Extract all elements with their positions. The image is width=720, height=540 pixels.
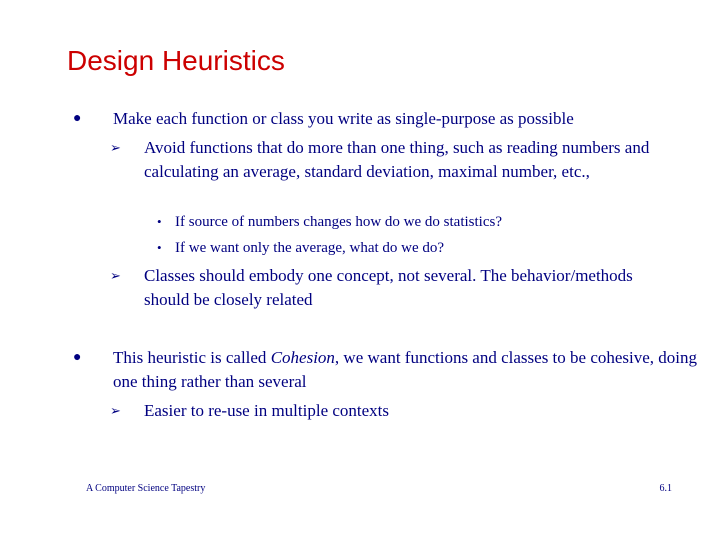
bullet-text-after: , we want functions and classes to be cohesive, doing one thing rather than several [113,348,698,391]
arrow-bullet-icon: ➢ [110,403,121,418]
bullet-item [73,346,698,394]
bullet-text: Easier to re-use in multiple contexts [144,401,390,420]
dot-bullet-icon: • [157,214,162,229]
bullet-text: Make each function or class you write as single-purpose as possible [113,109,574,128]
round-bullet-icon: ● [73,111,82,126]
cohesion-term: Cohesion [270,348,335,367]
footer-left: A Computer Science Tapestry [86,483,206,494]
bullet-text: Classes should embody one concept, not several. The behavior/methods should be closely related [144,266,633,309]
sub-sub-bullet-item [157,212,675,232]
page-number: 6.1 [659,483,672,494]
arrow-bullet-icon: ➢ [110,140,121,155]
sub-sub-bullet-item [157,238,675,258]
dot-bullet-icon: • [157,240,162,255]
bullet-text: If we want only the average, what do we do? [175,240,445,256]
round-bullet-icon: ● [73,350,82,365]
slide-title: Design Heuristics [67,45,285,76]
bullet-text: Avoid functions that do more than one thing, such as reading numbers and calculating an average, standard deviation, maximal number, etc., [144,138,650,181]
bullet-text: If source of numbers changes how do we do statistics? [175,214,502,230]
bullet-item [73,107,703,131]
sub-bullet-item [110,399,664,423]
bullet-text-before: This heuristic is called [113,348,271,367]
sub-bullet-item [110,136,689,184]
sub-bullet-item [110,264,664,312]
arrow-bullet-icon: ➢ [110,268,121,283]
